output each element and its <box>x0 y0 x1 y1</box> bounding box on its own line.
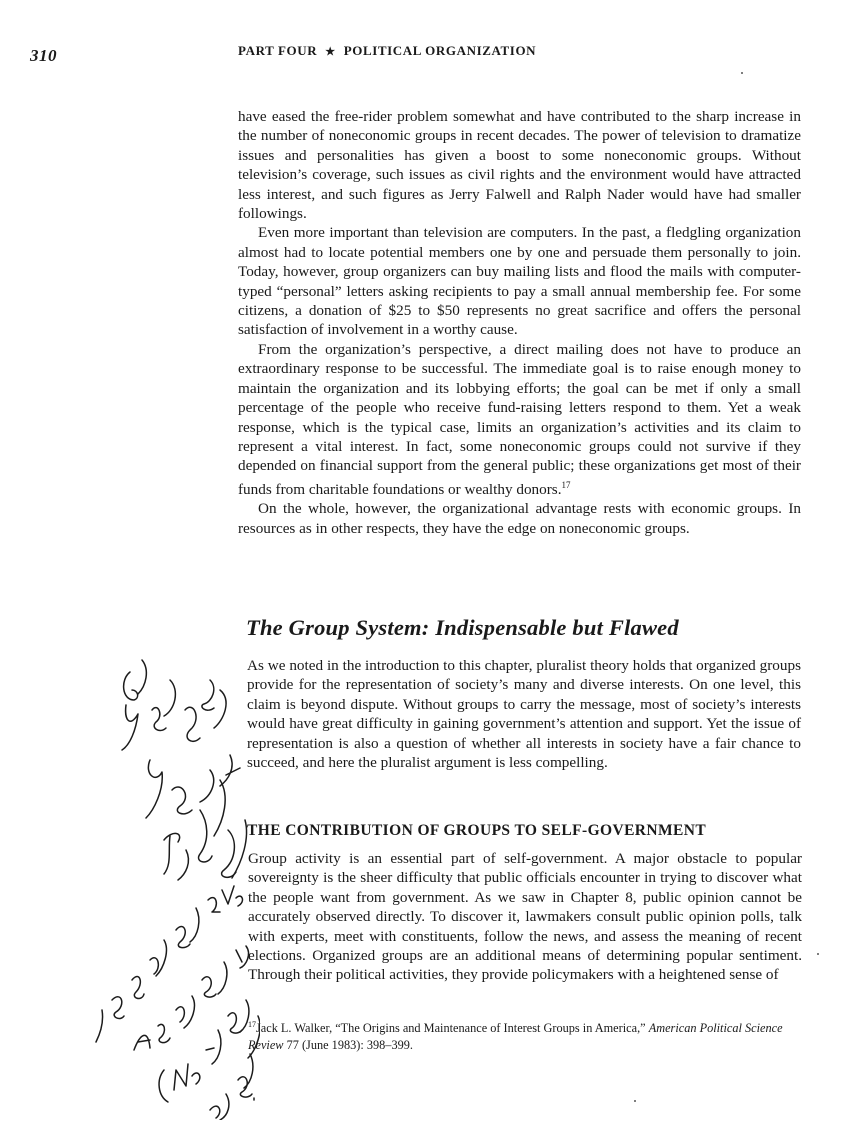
star-icon: ★ <box>325 46 336 58</box>
paragraph: have eased the free-rider problem somewhat and have contributed to the sharp increase in the number of noneconomic groups in recent decades. The power of television to dramatize issues and personalities has given a boost to some noneconomic groups. Without television’s coverage, such issues as civil rights and the environment would have attracted less interest, and such figures as Jerry Falwell and Ralph Nader would have had smaller followings. <box>238 108 801 223</box>
body-text-top <box>238 107 801 538</box>
footnote-journal: American Political Science Review <box>248 1021 783 1053</box>
footnote-details: 77 (June 1983): 398–399. <box>283 1038 413 1053</box>
scan-speck <box>634 1100 636 1102</box>
running-head-title: POLITICAL ORGANIZATION <box>343 43 537 58</box>
running-head-part: PART FOUR <box>238 43 318 58</box>
footnote-author: Jack L. Walker, “The Origins and Maintenance of Interest Groups in America,” <box>256 1021 649 1036</box>
subhead: THE CONTRIBUTION OF GROUPS TO SELF-GOVERNMENT <box>247 822 707 839</box>
running-head <box>238 43 536 59</box>
paragraph: On the whole, however, the organizational advantage rests with economic groups. In resources as in other respects, they have the edge on noneconomic groups. <box>238 500 801 537</box>
paragraph-text: From the organization’s perspective, a direct mailing does not have to produce an extraordinary response to be successful. The immediate goal is to raise enough money to maintain the organization and its lobbying efforts; the goal can be met if only a small percentage of the people who receive fund-raising letters respond to them. Yet a weak response, which is the typical case, limits an organization’s activities and its claim to represent a vital interest. In fact, some noneconomic groups could not survive if they depended on financial support from the general public; these organizations get most of their funds from charitable foundations or wealthy donors. <box>238 340 801 498</box>
paragraph: Group activity is an essential part of self-government. A major obstacle to popular sovereignty is the sheer difficulty that public officials encounter in trying to discover what the people want from government. As we saw in Chapter 8, public opinion cannot be accurately observed directly. To discover it, lawmakers consult public opinion polls, talk with experts, meet with constituents, follow the news, and assess the meaning of recent elections. Organized groups are an additional means of determining popular sentiment. Through their political activities, they provide policymakers with a heightened sense of <box>248 850 802 984</box>
paragraph: As we noted in the introduction to this chapter, pluralist theory holds that organized groups provide for the representation of society’s many and diverse interests. On one level, this claim is beyond dispute. Without groups to carry the message, most of society’s interests would have great difficulty in gaining government’s attention and support. Yet the issue of representation is also a question of whether all interests in society have a fair chance to succeed, and here the pluralist argument is less compelling. <box>247 657 801 772</box>
paragraph <box>238 340 801 499</box>
scan-speck <box>817 953 819 955</box>
footnote-number: 17 <box>248 1020 256 1029</box>
footnote-ref: 17 <box>561 479 571 490</box>
scan-speck <box>741 72 743 74</box>
section-title: The Group System: Indispensable but Flawed <box>246 615 679 640</box>
paragraph: Even more important than television are computers. In the past, a fledgling organization almost had to locate potential members one by one and persuade them personally to join. Today, however, group organizers can buy mailing lists and flood the mails with computer-typed “personal” letters asking recipients to pay a small annual membership fee. For some citizens, a donation of $25 to $50 represents no great sacrifice and offers the personal satisfaction of involvement in a worthy cause. <box>238 224 801 339</box>
footnote <box>248 1016 808 1054</box>
handwritten-annotation-icon <box>60 650 260 1120</box>
body-text-intro <box>247 656 801 772</box>
body-text-contribution <box>248 849 802 985</box>
page-number: 310 <box>30 46 57 65</box>
